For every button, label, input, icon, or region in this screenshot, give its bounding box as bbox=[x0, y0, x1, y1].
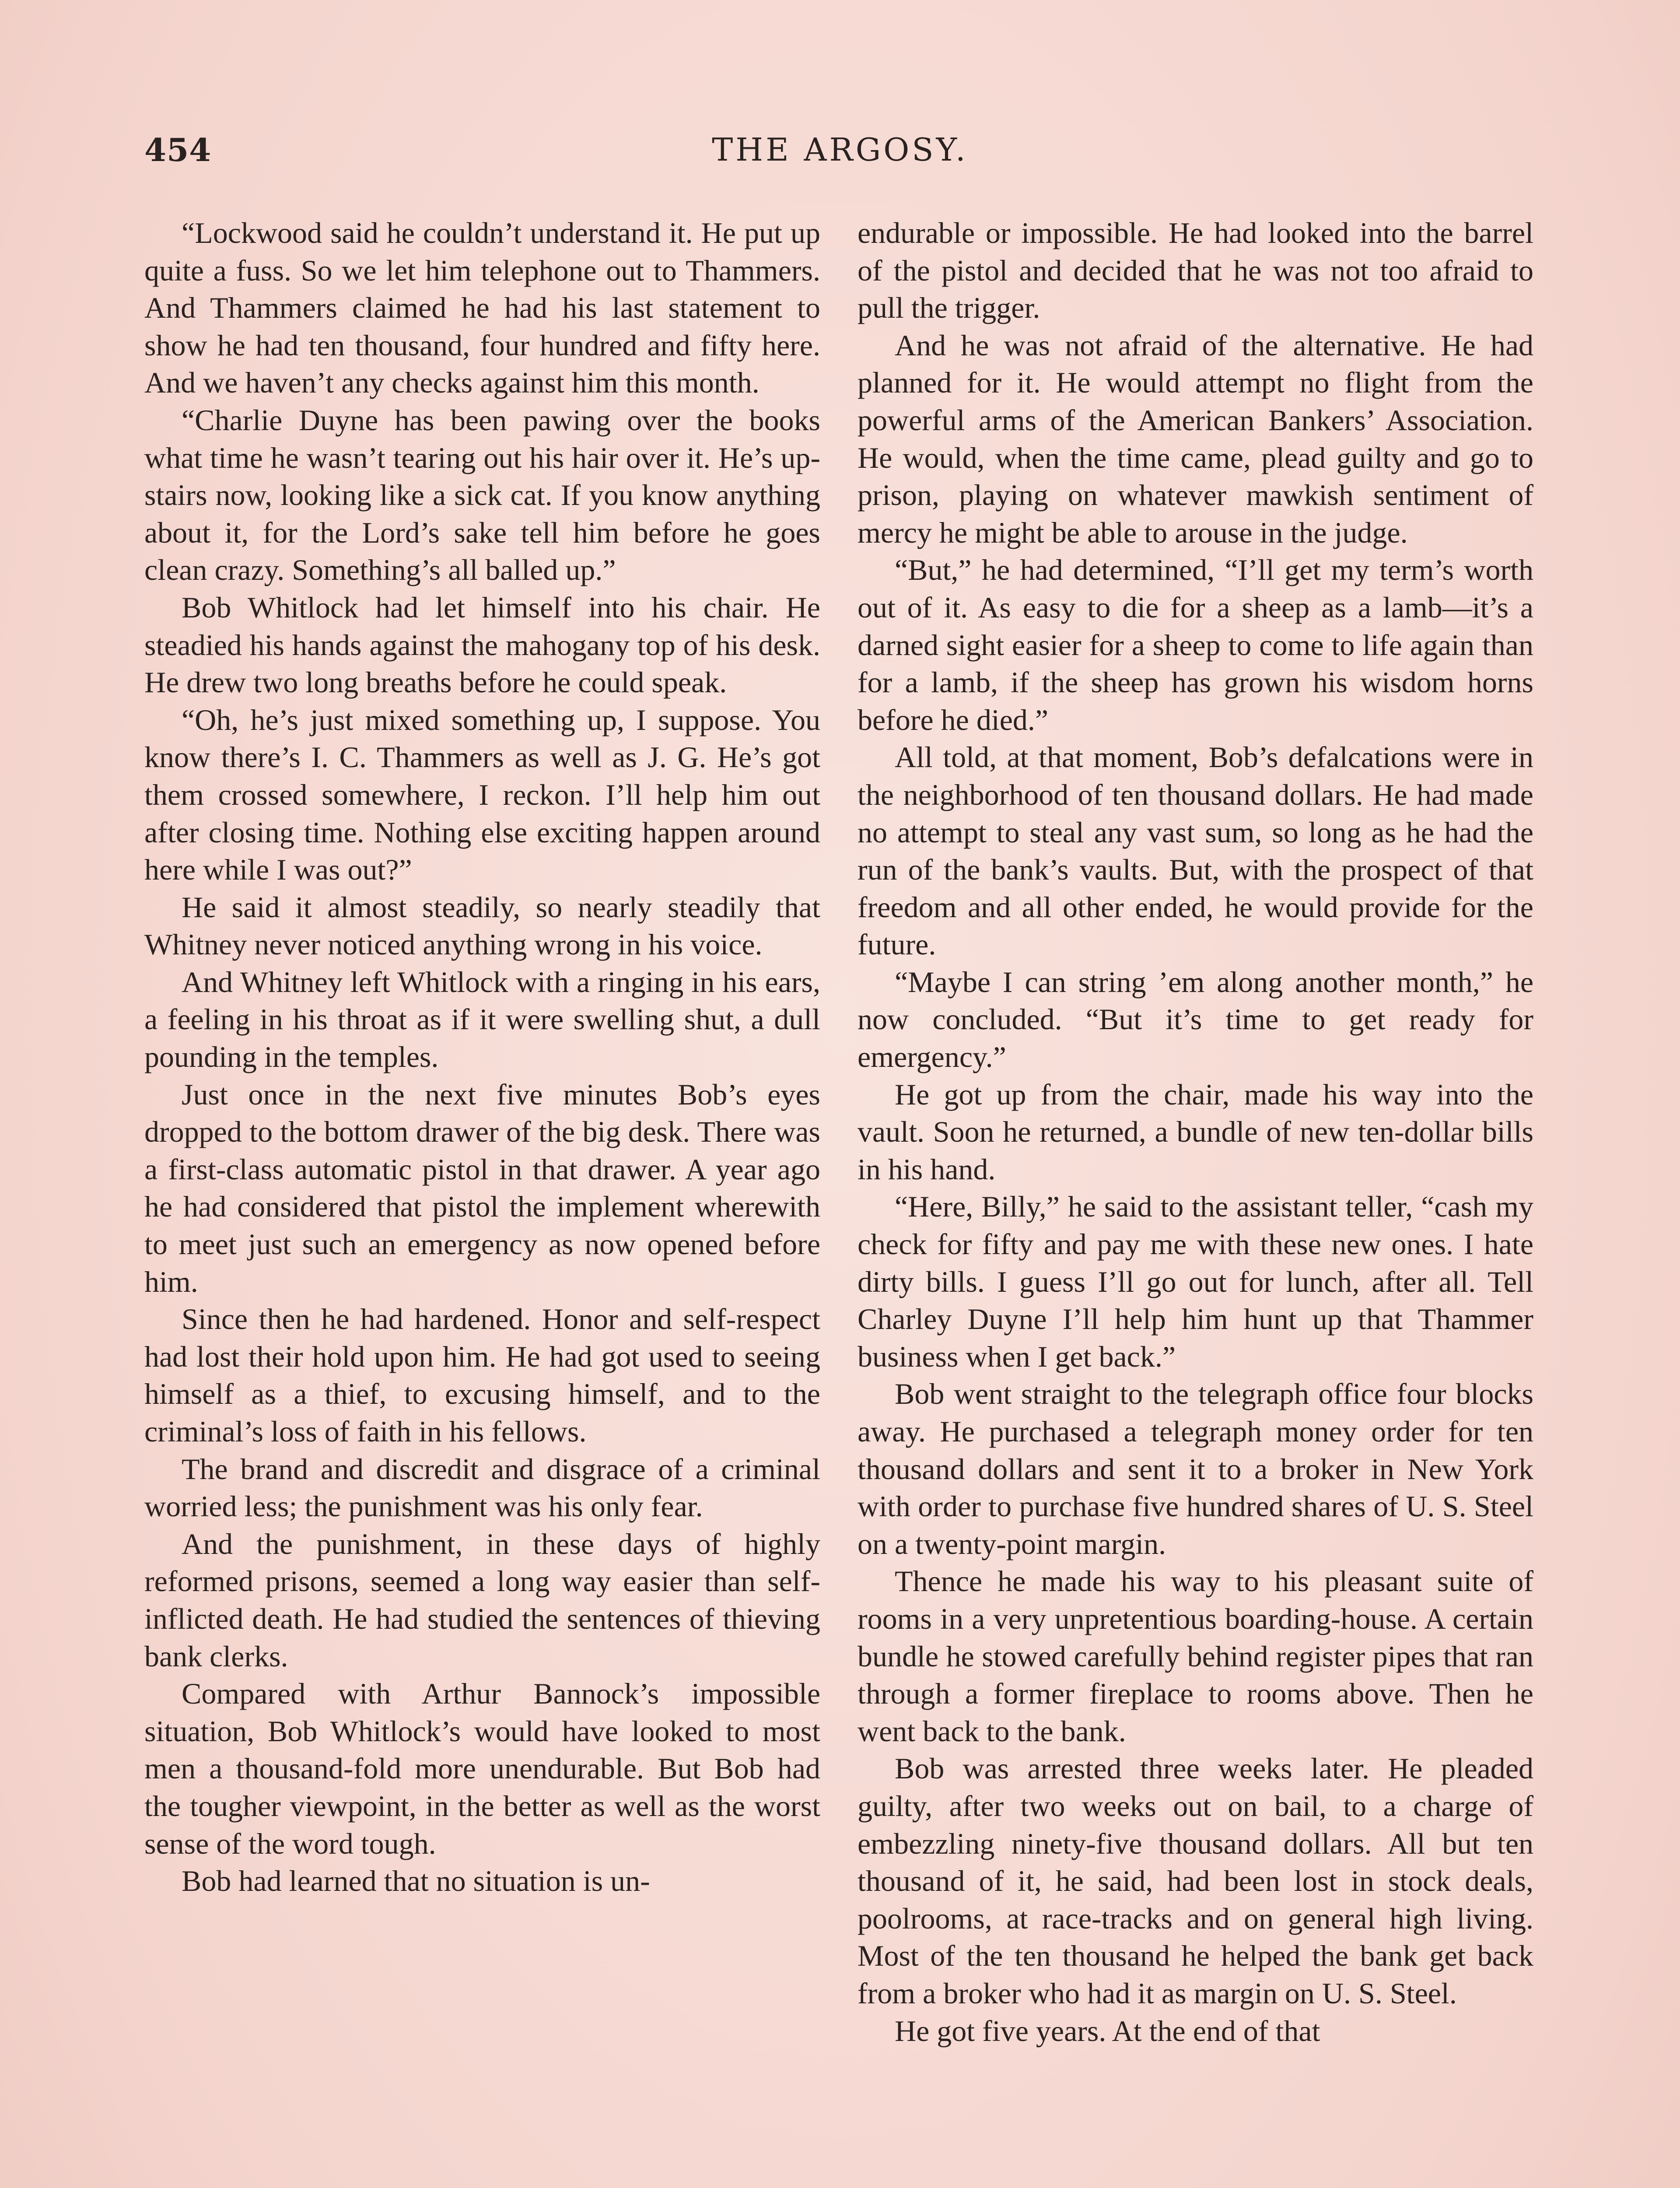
paragraph: Just once in the next five minutes Bob’s eyes dropped to the bottom drawer of the big desk. There was a first-class automatic pistol in that drawer. A year ago he had considered that pistol the implement wherewith to meet just such an emergency as now opened before him. bbox=[144, 1077, 820, 1298]
paragraph: He got up from the chair, made his way into the vault. Soon he returned, a bundle of new ten-dollar bills in his hand. bbox=[858, 1077, 1533, 1186]
paragraph: “Charlie Duyne has been pawing over the books what time he wasn’t tearing out his hair over it. He’s up-stairs now, looking like a sick cat. If you know anything about it, for the Lord’s sake tell him before he goes clean crazy. Something’s all balled up.” bbox=[144, 403, 820, 587]
paragraph: “Lockwood said he couldn’t understand it. He put up quite a fuss. So we let him telephone out to Thammers. And Thammers claimed he had his last statement to show he had ten thousand, four hundred and fifty here. And we haven’t any checks against him this month. bbox=[144, 216, 820, 400]
right-column bbox=[858, 214, 1533, 2050]
running-title: THE ARGOSY. bbox=[712, 131, 968, 168]
page-number: 454 bbox=[144, 131, 212, 168]
paragraph: Bob Whitlock had let himself into his chair. He steadied his hands against the mahogany top of his desk. He drew two long breaths before he could speak. bbox=[144, 590, 820, 699]
paragraph: Since then he had hardened. Honor and self-respect had lost their hold upon him. He had got used to seeing himself as a thief, to excusing himself, and to the criminal’s loss of faith in his fellows. bbox=[144, 1302, 820, 1448]
paragraph: “Maybe I can string ’em along another month,” he now concluded. “But it’s time to get ready for emergency.” bbox=[858, 965, 1533, 1074]
paragraph: “But,” he had determined, “I’ll get my term’s worth out of it. As easy to die for a sheep as a lamb—it’s a darned sight easier for a sheep to come to life again than for a lamb, if the sheep has grown his wisdom horns before he died.” bbox=[858, 553, 1533, 736]
paragraph: And Whitney left Whitlock with a ringing in his ears, a feeling in his throat as if it were swelling shut, a dull pounding in the temples. bbox=[144, 965, 820, 1074]
paragraph: “Oh, he’s just mixed something up, I suppose. You know there’s I. C. Thammers as well as J. G. He’s got them crossed somewhere, I reckon. I’ll help him out after closing time. Nothing else exciting happen around here while I was out?” bbox=[144, 703, 820, 887]
paragraph-continuation: endurable or impossible. He had looked into the barrel of the pistol and decided that he was not too afraid to pull the trigger. bbox=[858, 216, 1533, 325]
paragraph: Thence he made his way to his pleasant suite of rooms in a very unpretentious boarding-house. A certain bundle he stowed carefully behind register pipes that ran through a former fireplace to rooms above. Then he went back to the bank. bbox=[858, 1564, 1533, 1748]
paragraph: “Here, Billy,” he said to the assistant teller, “cash my check for fifty and pay me with these new ones. I hate dirty bills. I guess I’ll go out for lunch, after all. Tell Charley Duyne I’ll help him hunt up that Thammer business when I get back.” bbox=[858, 1190, 1533, 1373]
paragraph: He said it almost steadily, so nearly steadily that Whitney never noticed anything wrong in his voice. bbox=[144, 890, 820, 961]
paragraph: The brand and discredit and disgrace of a criminal worried less; the punishment was his only fear. bbox=[144, 1452, 820, 1523]
paragraph: Bob went straight to the telegraph office four blocks away. He purchased a telegraph money order for ten thousand dollars and sent it to a broker in New York with order to purchase five hundred shares of U. S. Steel on a twenty-point margin. bbox=[858, 1377, 1533, 1560]
paragraph: He got five years. At the end of that bbox=[895, 2014, 1320, 2048]
paragraph: Bob had learned that no situation is un- bbox=[182, 1864, 650, 1898]
page-header bbox=[144, 131, 1536, 184]
paragraph: And the punishment, in these days of highly reformed prisons, seemed a long way easier than self-inflicted death. He had studied the sentences of thieving bank clerks. bbox=[144, 1527, 820, 1673]
left-column bbox=[144, 214, 820, 1900]
paragraph: All told, at that moment, Bob’s defalcations were in the neighborhood of ten thousand dollars. He had made no attempt to steal any vast sum, so long as he had the run of the bank’s vaults. But, with the prospect of that freedom and all other ended, he would provide for the future. bbox=[858, 740, 1533, 961]
paragraph: Compared with Arthur Bannock’s impossible situation, Bob Whitlock’s would have looked to most men a thousand-fold more unendurable. But Bob had the tougher viewpoint, in the better as well as the worst sense of the word tough. bbox=[144, 1677, 820, 1860]
paragraph: And he was not afraid of the alternative. He had planned for it. He would attempt no flight from the powerful arms of the American Bankers’ Association. He would, when the time came, plead guilty and go to prison, playing on whatever mawkish sentiment of mercy he might be able to arouse in the judge. bbox=[858, 328, 1533, 549]
paragraph: Bob was arrested three weeks later. He pleaded guilty, after two weeks out on bail, to a charge of embezzling ninety-five thousand dollars. All but ten thousand of it, he said, had been lost in stock deals, poolrooms, at race-tracks and on general high living. Most of the ten thousand he helped the bank get back from a broker who had it as margin on U. S. Steel. bbox=[858, 1752, 1533, 2010]
